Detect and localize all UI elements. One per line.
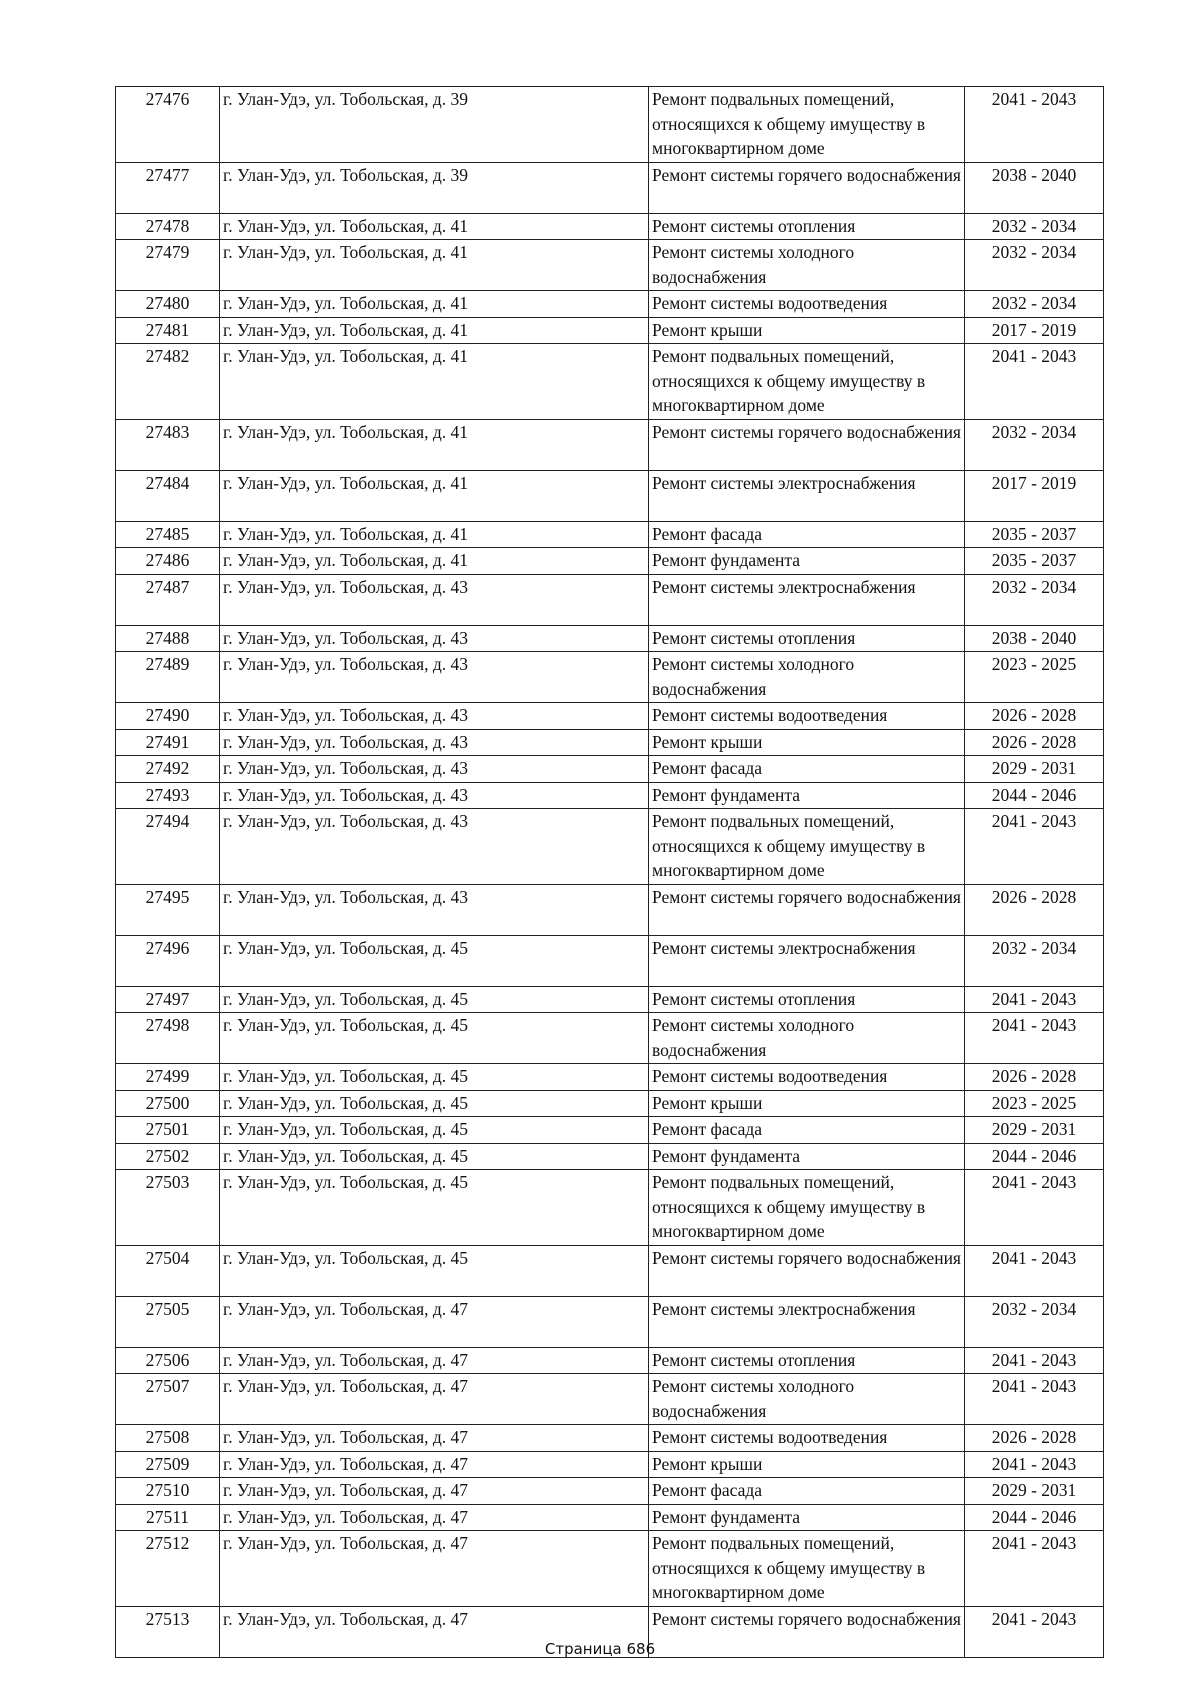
address-cell: г. Улан-Удэ, ул. Тобольская, д. 45 <box>220 1170 649 1246</box>
period-cell: 2041 - 2043 <box>965 1606 1104 1657</box>
period-cell: 2026 - 2028 <box>965 1064 1104 1091</box>
period-cell: 2032 - 2034 <box>965 240 1104 291</box>
table-row <box>116 935 1104 986</box>
address-cell: г. Улан-Удэ, ул. Тобольская, д. 43 <box>220 574 649 625</box>
address-cell: г. Улан-Удэ, ул. Тобольская, д. 45 <box>220 1245 649 1296</box>
table-row <box>116 986 1104 1013</box>
record-number-cell: 27481 <box>116 317 220 344</box>
work-type-cell: Ремонт системы водоотведения <box>649 1064 965 1091</box>
address-cell: г. Улан-Удэ, ул. Тобольская, д. 45 <box>220 1013 649 1064</box>
record-number-cell: 27478 <box>116 213 220 240</box>
record-number-cell: 27499 <box>116 1064 220 1091</box>
table-row <box>116 1013 1104 1064</box>
record-number-cell: 27485 <box>116 521 220 548</box>
table-row <box>116 1531 1104 1607</box>
record-number-cell: 27483 <box>116 419 220 470</box>
work-type-cell: Ремонт системы холодного водоснабжения <box>649 240 965 291</box>
table-row <box>116 1296 1104 1347</box>
address-cell: г. Улан-Удэ, ул. Тобольская, д. 47 <box>220 1531 649 1607</box>
work-type-cell: Ремонт фасада <box>649 1117 965 1144</box>
record-number-cell: 27482 <box>116 344 220 420</box>
period-cell: 2035 - 2037 <box>965 521 1104 548</box>
work-type-cell: Ремонт системы водоотведения <box>649 291 965 318</box>
address-cell: г. Улан-Удэ, ул. Тобольская, д. 39 <box>220 87 649 163</box>
table-row <box>116 317 1104 344</box>
work-type-cell: Ремонт подвальных помещений, относящихся к общему имуществу в многоквартирном доме <box>649 344 965 420</box>
record-number-cell: 27489 <box>116 652 220 703</box>
period-cell: 2032 - 2034 <box>965 574 1104 625</box>
period-cell: 2041 - 2043 <box>965 1245 1104 1296</box>
address-cell: г. Улан-Удэ, ул. Тобольская, д. 41 <box>220 548 649 575</box>
table-row <box>116 213 1104 240</box>
table-row <box>116 1245 1104 1296</box>
record-number-cell: 27480 <box>116 291 220 318</box>
address-cell: г. Улан-Удэ, ул. Тобольская, д. 45 <box>220 986 649 1013</box>
work-type-cell: Ремонт крыши <box>649 317 965 344</box>
address-cell: г. Улан-Удэ, ул. Тобольская, д. 47 <box>220 1296 649 1347</box>
record-number-cell: 27490 <box>116 703 220 730</box>
period-cell: 2017 - 2019 <box>965 317 1104 344</box>
address-cell: г. Улан-Удэ, ул. Тобольская, д. 43 <box>220 809 649 885</box>
record-number-cell: 27503 <box>116 1170 220 1246</box>
record-number-cell: 27506 <box>116 1347 220 1374</box>
table-row <box>116 884 1104 935</box>
record-number-cell: 27510 <box>116 1478 220 1505</box>
work-type-cell: Ремонт системы электроснабжения <box>649 1296 965 1347</box>
table-row <box>116 729 1104 756</box>
period-cell: 2044 - 2046 <box>965 1504 1104 1531</box>
table-row <box>116 574 1104 625</box>
period-cell: 2041 - 2043 <box>965 1347 1104 1374</box>
record-number-cell: 27486 <box>116 548 220 575</box>
address-cell: г. Улан-Удэ, ул. Тобольская, д. 43 <box>220 884 649 935</box>
table-row <box>116 344 1104 420</box>
period-cell: 2026 - 2028 <box>965 703 1104 730</box>
address-cell: г. Улан-Удэ, ул. Тобольская, д. 43 <box>220 729 649 756</box>
table-row <box>116 1064 1104 1091</box>
address-cell: г. Улан-Удэ, ул. Тобольская, д. 43 <box>220 703 649 730</box>
work-type-cell: Ремонт подвальных помещений, относящихся к общему имуществу в многоквартирном доме <box>649 809 965 885</box>
work-type-cell: Ремонт системы горячего водоснабжения <box>649 1245 965 1296</box>
period-cell: 2041 - 2043 <box>965 1013 1104 1064</box>
period-cell: 2041 - 2043 <box>965 986 1104 1013</box>
record-number-cell: 27504 <box>116 1245 220 1296</box>
address-cell: г. Улан-Удэ, ул. Тобольская, д. 43 <box>220 756 649 783</box>
record-number-cell: 27495 <box>116 884 220 935</box>
table-row <box>116 1143 1104 1170</box>
record-number-cell: 27479 <box>116 240 220 291</box>
address-cell: г. Улан-Удэ, ул. Тобольская, д. 41 <box>220 470 649 521</box>
table-row <box>116 1374 1104 1425</box>
table-row <box>116 703 1104 730</box>
address-cell: г. Улан-Удэ, ул. Тобольская, д. 41 <box>220 419 649 470</box>
record-number-cell: 27508 <box>116 1425 220 1452</box>
address-cell: г. Улан-Удэ, ул. Тобольская, д. 41 <box>220 240 649 291</box>
record-number-cell: 27487 <box>116 574 220 625</box>
period-cell: 2026 - 2028 <box>965 729 1104 756</box>
record-number-cell: 27488 <box>116 625 220 652</box>
record-number-cell: 27509 <box>116 1451 220 1478</box>
work-type-cell: Ремонт системы горячего водоснабжения <box>649 1606 965 1657</box>
work-type-cell: Ремонт подвальных помещений, относящихся к общему имуществу в многоквартирном доме <box>649 1531 965 1607</box>
work-type-cell: Ремонт фундамента <box>649 1504 965 1531</box>
table-row <box>116 521 1104 548</box>
record-number-cell: 27492 <box>116 756 220 783</box>
address-cell: г. Улан-Удэ, ул. Тобольская, д. 45 <box>220 1143 649 1170</box>
table-row <box>116 1504 1104 1531</box>
period-cell: 2041 - 2043 <box>965 809 1104 885</box>
period-cell: 2029 - 2031 <box>965 1478 1104 1505</box>
table-row <box>116 240 1104 291</box>
work-type-cell: Ремонт крыши <box>649 1090 965 1117</box>
table-row <box>116 1347 1104 1374</box>
period-cell: 2035 - 2037 <box>965 548 1104 575</box>
record-number-cell: 27476 <box>116 87 220 163</box>
address-cell: г. Улан-Удэ, ул. Тобольская, д. 47 <box>220 1425 649 1452</box>
table-body <box>116 87 1104 1658</box>
record-number-cell: 27505 <box>116 1296 220 1347</box>
period-cell: 2041 - 2043 <box>965 1531 1104 1607</box>
work-type-cell: Ремонт системы горячего водоснабжения <box>649 884 965 935</box>
period-cell: 2023 - 2025 <box>965 1090 1104 1117</box>
work-type-cell: Ремонт фундамента <box>649 548 965 575</box>
period-cell: 2032 - 2034 <box>965 419 1104 470</box>
table-row <box>116 625 1104 652</box>
work-type-cell: Ремонт системы холодного водоснабжения <box>649 652 965 703</box>
work-type-cell: Ремонт системы отопления <box>649 625 965 652</box>
period-cell: 2026 - 2028 <box>965 884 1104 935</box>
work-type-cell: Ремонт фасада <box>649 521 965 548</box>
table-row <box>116 470 1104 521</box>
address-cell: г. Улан-Удэ, ул. Тобольская, д. 47 <box>220 1478 649 1505</box>
period-cell: 2032 - 2034 <box>965 291 1104 318</box>
work-type-cell: Ремонт системы горячего водоснабжения <box>649 419 965 470</box>
table-row <box>116 756 1104 783</box>
table-row <box>116 87 1104 163</box>
record-number-cell: 27507 <box>116 1374 220 1425</box>
table-row <box>116 1425 1104 1452</box>
address-cell: г. Улан-Удэ, ул. Тобольская, д. 47 <box>220 1347 649 1374</box>
period-cell: 2041 - 2043 <box>965 1451 1104 1478</box>
record-number-cell: 27493 <box>116 782 220 809</box>
period-cell: 2044 - 2046 <box>965 782 1104 809</box>
period-cell: 2029 - 2031 <box>965 1117 1104 1144</box>
period-cell: 2044 - 2046 <box>965 1143 1104 1170</box>
work-type-cell: Ремонт системы отопления <box>649 213 965 240</box>
work-type-cell: Ремонт системы холодного водоснабжения <box>649 1013 965 1064</box>
address-cell: г. Улан-Удэ, ул. Тобольская, д. 43 <box>220 782 649 809</box>
page-number: Страница 686 <box>544 1640 656 1658</box>
period-cell: 2038 - 2040 <box>965 625 1104 652</box>
work-type-cell: Ремонт фасада <box>649 1478 965 1505</box>
period-cell: 2032 - 2034 <box>965 935 1104 986</box>
record-number-cell: 27477 <box>116 162 220 213</box>
address-cell: г. Улан-Удэ, ул. Тобольская, д. 41 <box>220 213 649 240</box>
work-type-cell: Ремонт системы электроснабжения <box>649 470 965 521</box>
work-type-cell: Ремонт системы электроснабжения <box>649 935 965 986</box>
address-cell: г. Улан-Удэ, ул. Тобольская, д. 41 <box>220 344 649 420</box>
record-number-cell: 27512 <box>116 1531 220 1607</box>
record-number-cell: 27511 <box>116 1504 220 1531</box>
record-number-cell: 27513 <box>116 1606 220 1657</box>
address-cell: г. Улан-Удэ, ул. Тобольская, д. 41 <box>220 291 649 318</box>
work-type-cell: Ремонт крыши <box>649 729 965 756</box>
work-type-cell: Ремонт подвальных помещений, относящихся к общему имуществу в многоквартирном доме <box>649 87 965 163</box>
table-row <box>116 162 1104 213</box>
address-cell: г. Улан-Удэ, ул. Тобольская, д. 41 <box>220 521 649 548</box>
period-cell: 2041 - 2043 <box>965 1170 1104 1246</box>
work-type-cell: Ремонт фасада <box>649 756 965 783</box>
address-cell: г. Улан-Удэ, ул. Тобольская, д. 43 <box>220 652 649 703</box>
period-cell: 2017 - 2019 <box>965 470 1104 521</box>
work-type-cell: Ремонт системы горячего водоснабжения <box>649 162 965 213</box>
period-cell: 2032 - 2034 <box>965 1296 1104 1347</box>
table-row <box>116 809 1104 885</box>
address-cell: г. Улан-Удэ, ул. Тобольская, д. 41 <box>220 317 649 344</box>
address-cell: г. Улан-Удэ, ул. Тобольская, д. 47 <box>220 1374 649 1425</box>
table-row <box>116 1090 1104 1117</box>
work-type-cell: Ремонт крыши <box>649 1451 965 1478</box>
work-type-cell: Ремонт системы отопления <box>649 1347 965 1374</box>
work-type-cell: Ремонт системы отопления <box>649 986 965 1013</box>
period-cell: 2026 - 2028 <box>965 1425 1104 1452</box>
address-cell: г. Улан-Удэ, ул. Тобольская, д. 45 <box>220 1090 649 1117</box>
period-cell: 2038 - 2040 <box>965 162 1104 213</box>
record-number-cell: 27502 <box>116 1143 220 1170</box>
period-cell: 2023 - 2025 <box>965 652 1104 703</box>
table-row <box>116 1117 1104 1144</box>
record-number-cell: 27501 <box>116 1117 220 1144</box>
address-cell: г. Улан-Удэ, ул. Тобольская, д. 45 <box>220 1064 649 1091</box>
address-cell: г. Улан-Удэ, ул. Тобольская, д. 47 <box>220 1451 649 1478</box>
record-number-cell: 27491 <box>116 729 220 756</box>
period-cell: 2041 - 2043 <box>965 344 1104 420</box>
record-number-cell: 27496 <box>116 935 220 986</box>
table-row <box>116 291 1104 318</box>
record-number-cell: 27498 <box>116 1013 220 1064</box>
table-row <box>116 782 1104 809</box>
address-cell: г. Улан-Удэ, ул. Тобольская, д. 45 <box>220 1117 649 1144</box>
record-number-cell: 27494 <box>116 809 220 885</box>
address-cell: г. Улан-Удэ, ул. Тобольская, д. 39 <box>220 162 649 213</box>
record-number-cell: 27484 <box>116 470 220 521</box>
work-type-cell: Ремонт системы холодного водоснабжения <box>649 1374 965 1425</box>
work-type-cell: Ремонт системы водоотведения <box>649 703 965 730</box>
period-cell: 2032 - 2034 <box>965 213 1104 240</box>
repair-schedule-table <box>115 86 1104 1658</box>
table-row <box>116 548 1104 575</box>
address-cell: г. Улан-Удэ, ул. Тобольская, д. 47 <box>220 1606 649 1657</box>
work-type-cell: Ремонт системы электроснабжения <box>649 574 965 625</box>
work-type-cell: Ремонт фундамента <box>649 782 965 809</box>
work-type-cell: Ремонт подвальных помещений, относящихся к общему имуществу в многоквартирном доме <box>649 1170 965 1246</box>
table-row <box>116 1170 1104 1246</box>
table-row <box>116 419 1104 470</box>
record-number-cell: 27497 <box>116 986 220 1013</box>
period-cell: 2041 - 2043 <box>965 1374 1104 1425</box>
address-cell: г. Улан-Удэ, ул. Тобольская, д. 45 <box>220 935 649 986</box>
work-type-cell: Ремонт системы водоотведения <box>649 1425 965 1452</box>
period-cell: 2041 - 2043 <box>965 87 1104 163</box>
table-row <box>116 1451 1104 1478</box>
period-cell: 2029 - 2031 <box>965 756 1104 783</box>
table-row <box>116 652 1104 703</box>
table-row <box>116 1478 1104 1505</box>
address-cell: г. Улан-Удэ, ул. Тобольская, д. 43 <box>220 625 649 652</box>
record-number-cell: 27500 <box>116 1090 220 1117</box>
work-type-cell: Ремонт фундамента <box>649 1143 965 1170</box>
address-cell: г. Улан-Удэ, ул. Тобольская, д. 47 <box>220 1504 649 1531</box>
